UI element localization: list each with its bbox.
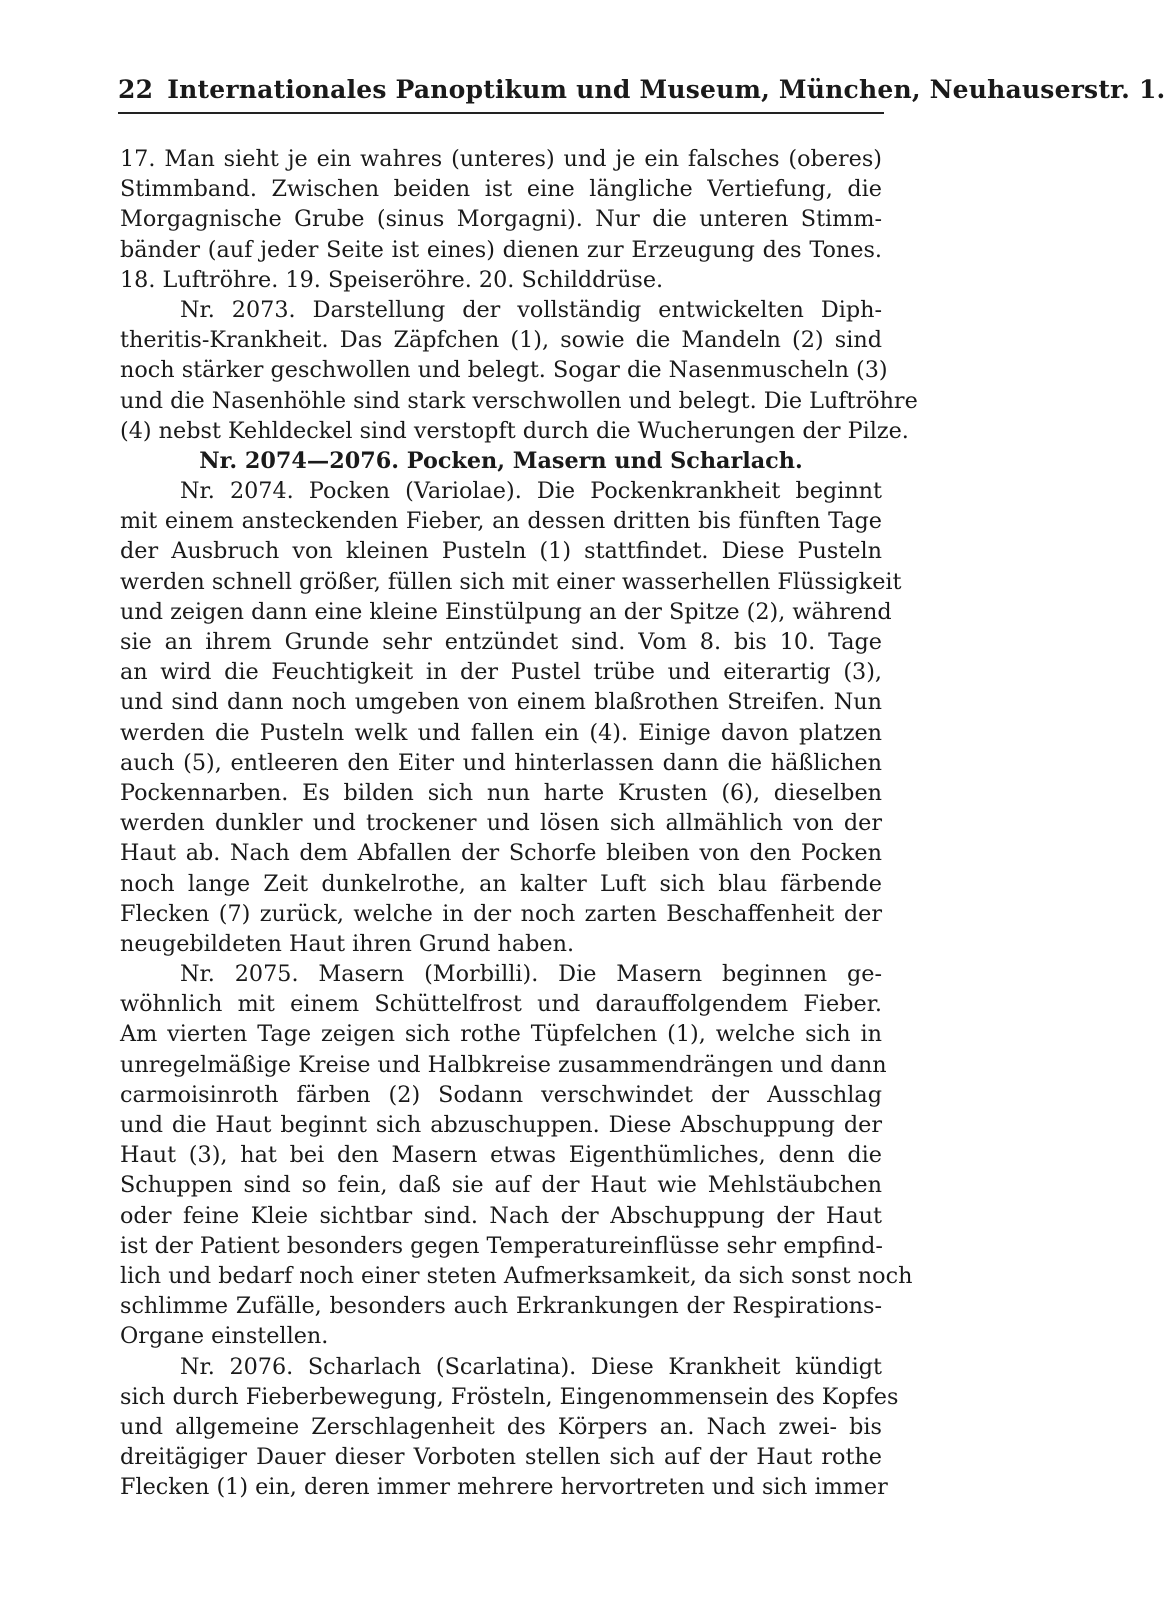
text-line: theritis-Krankheit. Das Zäpfchen (1), sowie die Mandeln (2) sind [120, 327, 882, 354]
text-line: Am vierten Tage zeigen sich rothe Tüpfelchen (1), welche sich in [120, 1021, 882, 1048]
text-line: auch (5), entleeren den Eiter und hinterlassen dann die häßlichen [120, 749, 882, 776]
text-line: bänder (auf jeder Seite ist eines) dienen zur Erzeugung des Tones. [120, 236, 882, 263]
text-line: und zeigen dann eine kleine Einstülpung an der Spitze (2), während [120, 598, 892, 625]
text-line: und die Nasenhöhle sind stark verschwollen und belegt. Die Luftröhre [120, 387, 918, 414]
page-number: 22 [118, 75, 154, 104]
text-line: Haut (3), hat bei den Masern etwas Eigenthümliches, denn die [120, 1142, 882, 1169]
text-line: oder feine Kleie sichtbar sind. Nach der Abschuppung der Haut [120, 1202, 882, 1229]
text-line: Pockennarben. Es bilden sich nun harte Krusten (6), dieselben [120, 779, 882, 806]
text-line: Nr. 2076. Scharlach (Scarlatina). Diese Krankheit kündigt [180, 1353, 882, 1380]
paragraph-2076 [120, 1352, 899, 1503]
paragraph-2074 [120, 476, 902, 959]
text-line: sie an ihrem Grunde sehr entzündet sind. Vom 8. bis 10. Tage [120, 629, 882, 655]
running-header [118, 64, 1165, 114]
text-line: ist der Patient besonders gegen Temperatureinflüsse sehr empfind- [120, 1232, 883, 1259]
section-heading: Nr. 2074—2076. Pocken, Masern und Scharlach. [199, 447, 803, 474]
text-line: Nr. 2075. Masern (Morbilli). Die Masern beginnen ge- [180, 961, 882, 988]
text-line: Flecken (1) ein, deren immer mehrere hervortreten und sich immer [120, 1474, 888, 1501]
text-line: mit einem ansteckenden Fieber, an dessen dritten bis fünften Tage [120, 508, 882, 535]
running-title: Internationales Panoptikum und Museum, München, Neuhauserstr. 1. [167, 75, 1165, 104]
text-line: an wird die Feuchtigkeit in der Pustel trübe und eiterartig (3), [120, 659, 882, 686]
text-line: Flecken (7) zurück, welche in der noch zarten Beschaffenheit der [120, 900, 882, 927]
text-line: carmoisinroth färben (2) Sodann verschwindet der Ausschlag [120, 1081, 882, 1108]
text-line: werden dunkler und trockener und lösen sich allmählich von der [120, 810, 882, 837]
text-line: und allgemeine Zerschlagenheit des Körpers an. Nach zwei- bis [120, 1413, 882, 1440]
paragraph-17 [120, 144, 882, 295]
text-line: Schuppen sind so fein, daß sie auf der Haut wie Mehlstäubchen [120, 1172, 882, 1199]
text-line: werden die Pusteln welk und fallen ein (4). Einige davon platzen [120, 719, 882, 746]
text-line: 17. Man sieht je ein wahres (unteres) und je ein falsches (oberes) [120, 146, 882, 172]
text-line: werden schnell größer, füllen sich mit einer wasserhellen Flüssigkeit [120, 568, 902, 595]
text-line: Organe einstellen. [120, 1323, 329, 1350]
text-line: wöhnlich mit einem Schüttelfrost und darauffolgendem Fieber. [120, 991, 882, 1018]
text-line: noch stärker geschwollen und belegt. Sogar die Nasenmuscheln (3) [120, 357, 888, 384]
text-line: Nr. 2074. Pocken (Variolae). Die Pockenkrankheit beginnt [180, 478, 882, 505]
text-line: (4) nebst Kehldeckel sind verstopft durch die Wucherungen der Pilze. [120, 417, 909, 444]
text-line: dreitägiger Dauer dieser Vorboten stellen sich auf der Haut rothe [120, 1444, 882, 1471]
text-line: und sind dann noch umgeben von einem blaßrothen Streifen. Nun [120, 689, 882, 716]
text-line: Stimmband. Zwischen beiden ist eine längliche Vertiefung, die [120, 176, 882, 203]
text-line: unregelmäßige Kreise und Halbkreise zusammendrängen und dann [120, 1051, 887, 1078]
paragraph-2073 [120, 295, 918, 446]
text-line: 18. Luftröhre. 19. Speiseröhre. 20. Schilddrüse. [120, 266, 664, 293]
text-line: Nr. 2073. Darstellung der vollständig entwickelten Diph- [180, 296, 882, 323]
text-line: lich und bedarf noch einer steten Aufmerksamkeit, da sich sonst noch [120, 1262, 913, 1289]
text-line: Morgagnische Grube (sinus Morgagni). Nur die unteren Stimm- [120, 206, 882, 233]
text-line: noch lange Zeit dunkelrothe, an kalter Luft sich blau färbende [120, 870, 882, 897]
text-line: Haut ab. Nach dem Abfallen der Schorfe bleiben von den Pocken [120, 840, 882, 867]
text-line: sich durch Fieberbewegung, Frösteln, Eingenommensein des Kopfes [120, 1383, 899, 1410]
text-line: neugebildeten Haut ihren Grund haben. [120, 930, 575, 957]
paragraph-2075 [120, 959, 913, 1351]
text-line: der Ausbruch von kleinen Pusteln (1) stattfindet. Diese Pusteln [120, 538, 882, 565]
text-line: schlimme Zufälle, besonders auch Erkrankungen der Respirations- [120, 1293, 882, 1320]
text-line: und die Haut beginnt sich abzuschuppen. Diese Abschuppung der [120, 1112, 882, 1138]
page-body [120, 144, 918, 1502]
